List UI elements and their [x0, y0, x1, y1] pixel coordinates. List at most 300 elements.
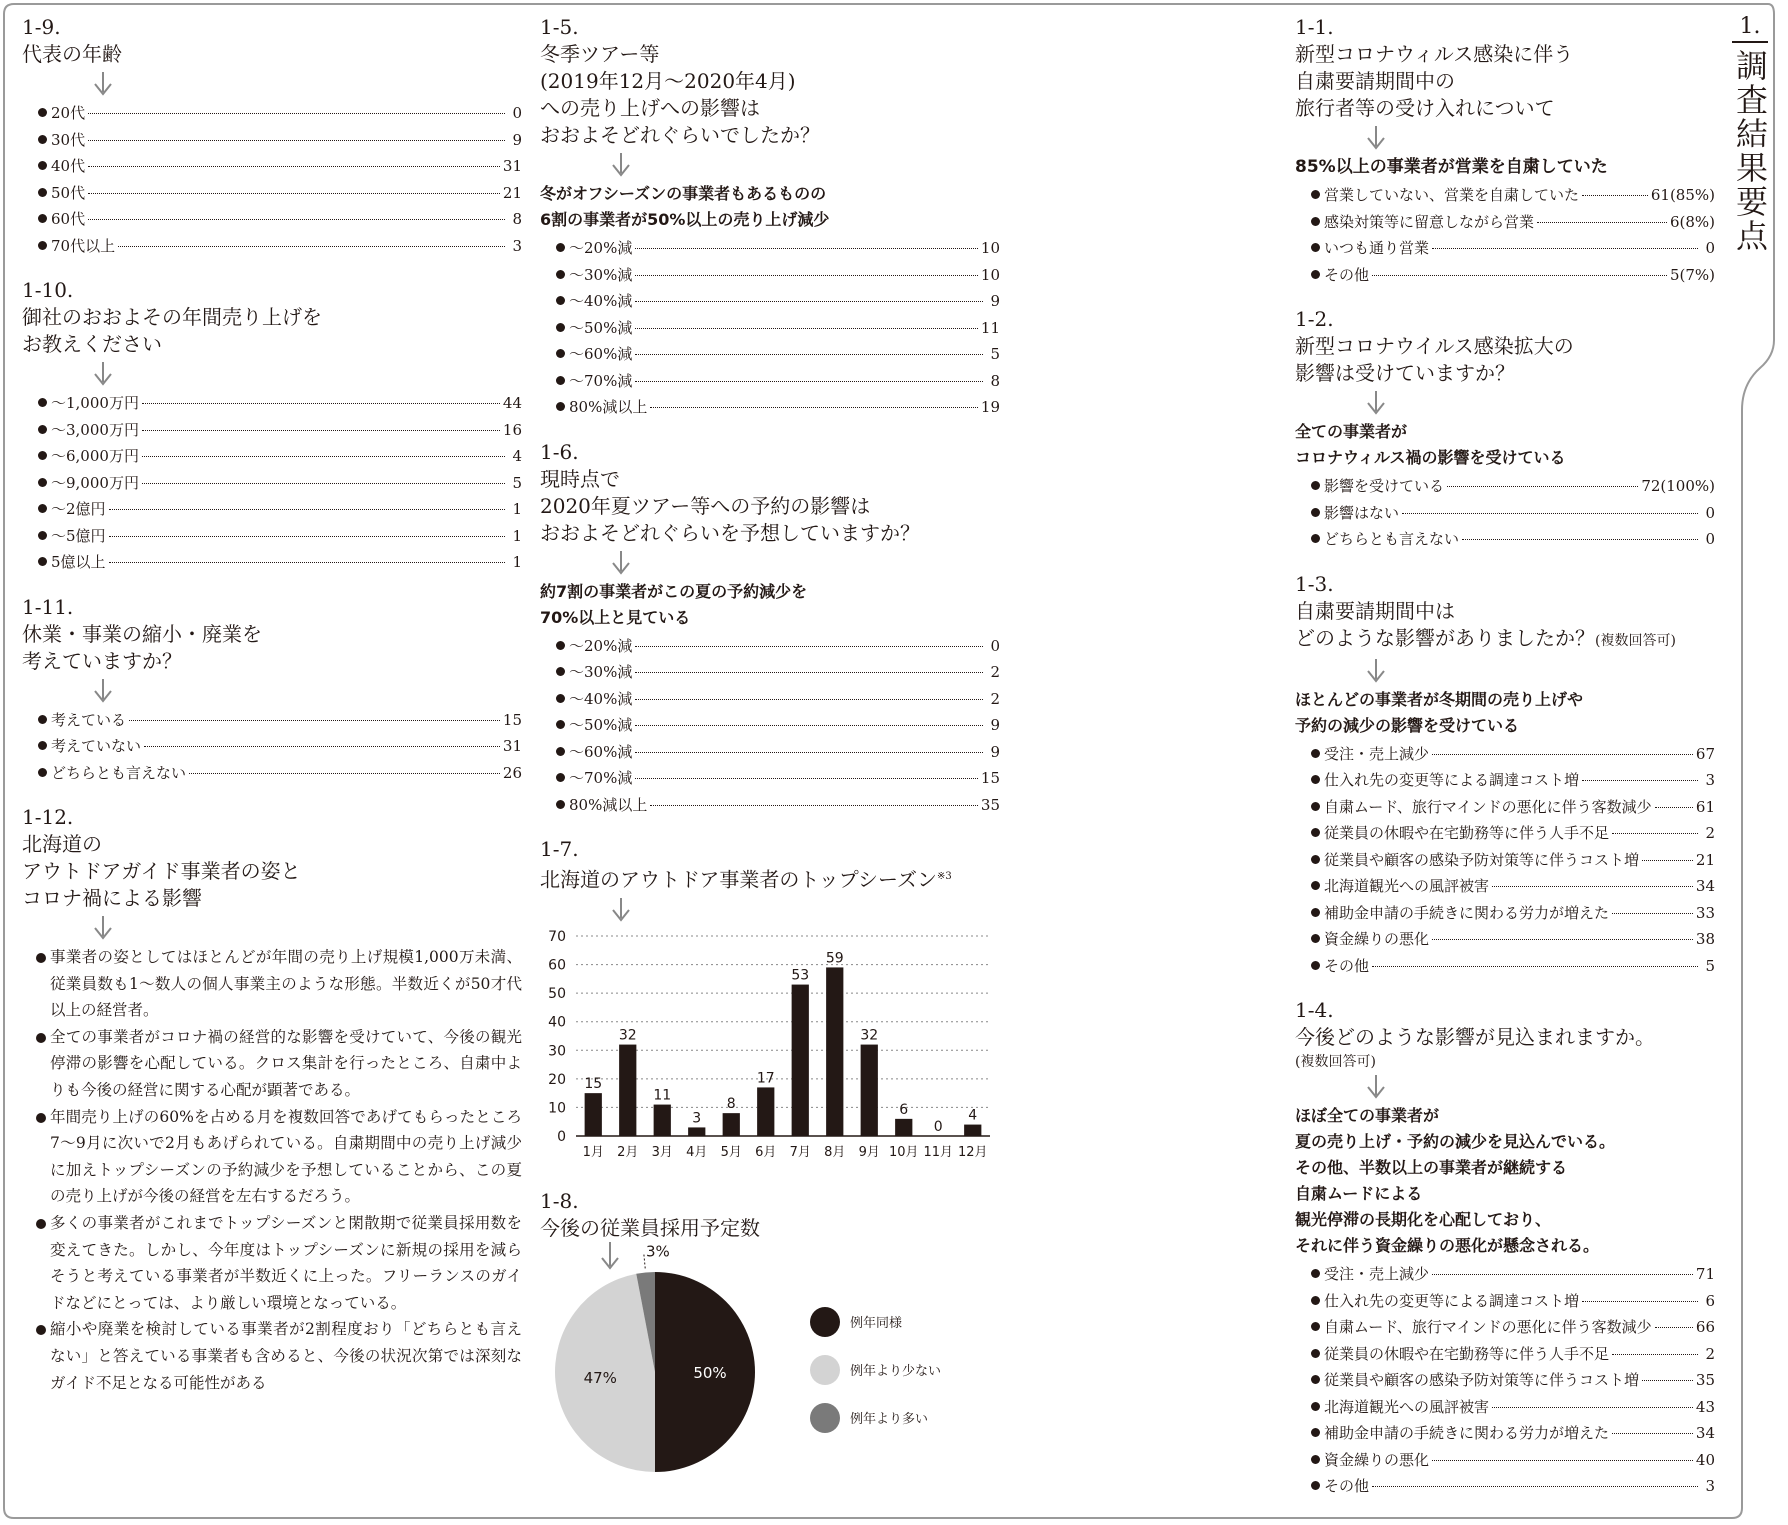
answer-item	[1311, 1261, 1715, 1288]
dotted-leader	[109, 562, 505, 563]
bullet-icon	[36, 1325, 46, 1335]
section-1-1	[1295, 14, 1715, 288]
bar	[826, 967, 843, 1136]
answer-value: 10	[980, 239, 1000, 257]
bullet-icon	[38, 478, 47, 487]
answer-label: 〜40%減	[569, 689, 633, 708]
bullet-icon	[1311, 855, 1320, 864]
answer-item	[38, 470, 522, 497]
section-1-8	[540, 1188, 1000, 1496]
question-number: 1-8.	[540, 1188, 579, 1213]
answer-value: 1	[512, 526, 522, 545]
answer-value: 9	[512, 130, 522, 149]
answer-label: 〜30%減	[569, 663, 633, 681]
top-season-bar-chart	[540, 926, 1000, 1166]
data-label: 59	[825, 950, 844, 967]
section-1-5	[540, 14, 1000, 421]
dotted-leader	[129, 720, 500, 721]
answer-label: 〜9,000万円	[51, 473, 139, 492]
answer-item	[556, 368, 1000, 395]
question-number: 1-10.	[22, 278, 74, 302]
bullet-icon	[38, 135, 47, 144]
dotted-leader	[635, 646, 983, 647]
x-tick-label: 2月	[617, 1144, 639, 1160]
arrow-down-icon	[92, 679, 114, 703]
answer-label: 〜3,000万円	[51, 420, 139, 439]
answer-label: 従業員や顧客の感染予防対策等に伴うコスト増	[1324, 850, 1640, 869]
question-text: 今後の従業員採用予定数	[540, 1215, 760, 1240]
bullet-icon	[38, 557, 47, 566]
answer-value: 0	[1705, 530, 1715, 548]
dotted-leader	[1432, 1274, 1693, 1275]
answer-value: 21	[502, 183, 522, 202]
bar	[619, 1044, 636, 1135]
answer-label: 〜30%減	[569, 265, 633, 284]
answer-value: 1	[512, 500, 522, 518]
answer-item	[38, 549, 522, 576]
answer-item	[38, 100, 522, 127]
question-text: 冬季ツアー等 (2019年12月〜2020年4月) への売り上げへの影響は おおよそどれぐらいでしたか？	[540, 42, 820, 147]
data-label: 50%	[693, 1363, 727, 1382]
answer-value: 0	[990, 636, 1000, 655]
bar	[792, 984, 809, 1135]
answer-label: 80%減以上	[569, 398, 648, 416]
answer-item	[556, 712, 1000, 739]
dotted-leader	[635, 381, 983, 382]
bullet-icon	[36, 1219, 46, 1229]
answer-item	[1311, 820, 1715, 847]
bullet-icon	[38, 241, 47, 250]
x-tick-label: 9月	[858, 1144, 880, 1160]
answer-label: 〜70%減	[569, 769, 633, 787]
answer-item	[38, 127, 522, 154]
bullet-icon	[1311, 1375, 1320, 1384]
answer-item	[1311, 1367, 1715, 1394]
answer-value: 71	[1695, 1265, 1715, 1283]
answer-label: 補助金申請の手続きに関わる労力が増えた	[1324, 1424, 1610, 1442]
answer-label: 〜70%減	[569, 371, 633, 390]
dotted-leader	[635, 778, 978, 779]
summary-paragraph	[22, 1024, 522, 1104]
dotted-leader	[1462, 539, 1698, 540]
bullet-icon	[1311, 508, 1320, 517]
x-tick-label: 8月	[824, 1144, 846, 1160]
answer-label: 資金繰りの悪化	[1324, 1450, 1430, 1469]
answer-label: 5億以上	[51, 553, 106, 571]
answer-label: 考えている	[51, 710, 127, 729]
answer-value: 8	[512, 210, 522, 228]
dotted-leader	[1612, 833, 1698, 834]
question-number: 1-1.	[1295, 15, 1334, 39]
dotted-leader	[88, 219, 505, 220]
answer-label: 〜20%減	[569, 636, 633, 655]
answer-item	[556, 262, 1000, 289]
answer-item	[38, 180, 522, 207]
section-1-7	[540, 836, 1000, 1170]
answer-item	[1311, 526, 1715, 553]
answer-item	[556, 659, 1000, 686]
dotted-leader	[1655, 807, 1693, 808]
bullet-icon	[38, 425, 47, 434]
dotted-leader	[1432, 1460, 1693, 1461]
bullet-icon	[556, 270, 565, 279]
answer-value: 44	[502, 394, 522, 412]
bullet-icon	[36, 1033, 46, 1043]
answer-value: 2	[990, 663, 1000, 681]
bullet-icon	[36, 1113, 46, 1123]
question-text: 御社のおおよその年間売り上げを お教えください	[22, 305, 322, 356]
answer-item	[1311, 1314, 1715, 1341]
arrow-down-icon	[602, 1242, 618, 1268]
answer-list	[1295, 1261, 1715, 1500]
section-1-12	[22, 804, 522, 1396]
legend-label: 例年同様	[850, 1315, 903, 1331]
dotted-leader	[88, 166, 500, 167]
bullet-icon	[556, 747, 565, 756]
bullet-icon	[556, 349, 565, 358]
x-tick-label: 10月	[888, 1144, 919, 1160]
question-number: 1-7.	[540, 837, 579, 861]
answer-label: 従業員の休暇や在宅勤務等に伴う人手不足	[1324, 1344, 1610, 1363]
question-text-main: 自粛要請期間中は どのような影響がありましたか？	[1295, 598, 1595, 650]
answer-value: 31	[502, 157, 522, 175]
middle-column	[540, 14, 1000, 1514]
answer-label: 従業員の休暇や在宅勤務等に伴う人手不足	[1324, 824, 1610, 842]
bar	[861, 1044, 878, 1135]
bullet-icon	[556, 243, 565, 252]
bullet-icon	[1311, 802, 1320, 811]
answer-value: 10	[980, 265, 1000, 284]
answer-label: 資金繰りの悪化	[1324, 930, 1430, 948]
question-number: 1-2.	[1295, 307, 1334, 331]
answer-item	[556, 341, 1000, 368]
arrow-down-icon	[1365, 126, 1387, 150]
answer-list	[540, 235, 1000, 421]
answer-label: 受注・売上減少	[1324, 744, 1430, 763]
answer-label: 仕入れ先の変更等による調達コスト増	[1324, 771, 1580, 789]
answer-label: どちらとも言えない	[51, 763, 187, 782]
section-1-11	[22, 594, 522, 787]
answer-label: 〜60%減	[569, 742, 633, 761]
dotted-leader	[88, 140, 505, 141]
x-tick-label: 6月	[755, 1144, 777, 1160]
dotted-leader	[1612, 1433, 1693, 1434]
answer-item	[1311, 473, 1715, 500]
answer-label: 〜2億円	[51, 500, 106, 518]
answer-value: 40	[1695, 1450, 1715, 1469]
bullet-icon	[38, 715, 47, 724]
answer-item	[1311, 767, 1715, 794]
bullet-icon	[1311, 190, 1320, 199]
bullet-icon	[1311, 775, 1320, 784]
answer-value: 34	[1695, 1424, 1715, 1442]
dotted-leader	[635, 301, 983, 302]
answer-value: 0	[1705, 503, 1715, 522]
bar	[964, 1124, 981, 1135]
y-tick-label: 60	[548, 957, 566, 974]
answer-label: 影響はない	[1324, 503, 1400, 522]
bar	[585, 1093, 602, 1136]
bar	[688, 1127, 705, 1136]
answer-item	[1311, 1288, 1715, 1315]
data-label: 32	[860, 1027, 879, 1044]
answer-value: 1	[512, 553, 522, 571]
data-label: 6	[899, 1101, 909, 1118]
bullet-icon	[1311, 828, 1320, 837]
question-text-main: 北海道のアウトドア事業者のトップシーズン	[540, 867, 937, 892]
answer-value: 15	[502, 710, 522, 729]
section-number: 1.	[1732, 14, 1768, 43]
data-label: 3%	[645, 1242, 670, 1261]
bullet-icon	[38, 161, 47, 170]
answer-value: 43	[1695, 1397, 1715, 1416]
dotted-leader	[1432, 754, 1693, 755]
data-label: 32	[618, 1027, 637, 1044]
answer-item	[1311, 741, 1715, 768]
answer-item	[1311, 1447, 1715, 1474]
section-1-4	[1295, 997, 1715, 1500]
arrow-down-icon	[1365, 1075, 1387, 1099]
question-number: 1-6.	[540, 439, 579, 464]
answer-value: 21	[1695, 850, 1715, 869]
answer-list	[1295, 473, 1715, 553]
answer-value: 26	[502, 763, 522, 782]
arrow-down-icon	[92, 72, 114, 96]
dotted-leader	[1432, 248, 1698, 249]
arrow-down-icon	[92, 362, 114, 386]
answer-list	[22, 707, 522, 787]
question-text: 北海道の アウトドアガイド事業者の姿と コロナ禍による影響	[22, 832, 301, 910]
y-tick-label: 70	[548, 928, 566, 945]
answer-value: 11	[980, 318, 1000, 337]
dotted-leader	[1432, 939, 1693, 940]
bullet-icon	[1311, 908, 1320, 917]
data-label: 53	[791, 967, 810, 984]
bullet-icon	[1311, 961, 1320, 970]
arrow-down-icon	[610, 551, 632, 575]
result-headline: 冬がオフシーズンの事業者もあるものの 6割の事業者が50%以上の売り上げ減少	[540, 184, 830, 229]
answer-list	[22, 390, 522, 576]
dotted-leader	[142, 403, 500, 404]
answer-label: 20代	[51, 104, 86, 122]
bullet-icon	[1311, 1349, 1320, 1358]
answer-item	[38, 707, 522, 734]
legend-swatch	[810, 1355, 840, 1385]
answer-item	[1311, 1420, 1715, 1447]
summary-paragraph	[22, 1104, 522, 1210]
answer-list	[540, 633, 1000, 819]
dotted-leader	[1537, 222, 1667, 223]
answer-label: 感染対策等に留意しながら営業	[1324, 212, 1535, 231]
answer-label: その他	[1324, 1477, 1370, 1495]
dotted-leader	[1582, 1301, 1698, 1302]
answer-value: 3	[1705, 771, 1715, 789]
answer-value: 61	[1695, 797, 1715, 816]
answer-item	[38, 760, 522, 787]
answer-item	[38, 523, 522, 550]
answer-item	[1311, 926, 1715, 953]
data-label: 3	[692, 1110, 702, 1127]
answer-list	[22, 100, 522, 259]
section-title: 調査結果要点	[1731, 49, 1769, 253]
x-tick-label: 5月	[720, 1144, 742, 1160]
paragraph-text: 全ての事業者がコロナ禍の経営的な影響を受けていて、今後の観光停滞の影響を心配している。クロス集計を行ったところ、自粛中よりも今後の経営に関する心配が顕著である。	[50, 1027, 522, 1099]
bullet-icon	[1311, 934, 1320, 943]
question-number: 1-4.	[1295, 998, 1334, 1022]
x-tick-label: 3月	[651, 1144, 673, 1160]
question-text: 今後どのような影響が見込まれますか。	[1295, 1025, 1655, 1049]
section-1-3	[1295, 571, 1715, 980]
answer-label: 50代	[51, 183, 86, 202]
legend-swatch	[810, 1403, 840, 1433]
bar	[654, 1104, 671, 1135]
question-text: 新型コロナウイルス感染拡大の 影響は受けていますか？	[1295, 334, 1574, 385]
question-number: 1-11.	[22, 594, 74, 619]
x-tick-label: 1月	[582, 1144, 604, 1160]
bullet-icon	[1311, 1296, 1320, 1305]
dotted-leader	[1582, 195, 1648, 196]
question-text	[540, 863, 1000, 894]
answer-value: 0	[1705, 239, 1715, 257]
answer-item	[1311, 500, 1715, 527]
bar	[895, 1119, 912, 1136]
x-tick-label: 11月	[923, 1144, 954, 1160]
y-tick-label: 10	[548, 1100, 566, 1117]
bullet-icon	[38, 504, 47, 513]
answer-value: 3	[512, 236, 522, 255]
answer-item	[1311, 209, 1715, 236]
legend-swatch	[810, 1307, 840, 1337]
answer-value: 6(8%)	[1669, 212, 1715, 231]
answer-label: 従業員や顧客の感染予防対策等に伴うコスト増	[1324, 1371, 1640, 1389]
answer-label: 70代以上	[51, 236, 116, 255]
bullet-icon	[1311, 1481, 1320, 1490]
question-text: 代表の年齢	[22, 42, 122, 66]
answer-value: 34	[1695, 877, 1715, 895]
dotted-leader	[1612, 913, 1693, 914]
dotted-leader	[1447, 486, 1638, 487]
bullet-icon	[38, 214, 47, 223]
bullet-icon	[38, 531, 47, 540]
dotted-leader	[650, 407, 978, 408]
bullet-icon	[36, 953, 46, 963]
answer-value: 67	[1695, 744, 1715, 763]
bullet-icon	[1311, 481, 1320, 490]
answer-label: どちらとも言えない	[1324, 530, 1460, 548]
dotted-leader	[109, 536, 505, 537]
answer-value: 33	[1695, 903, 1715, 922]
bullet-icon	[38, 398, 47, 407]
dotted-leader	[88, 193, 500, 194]
answer-item	[38, 206, 522, 233]
answer-label: 自粛ムード、旅行マインドの悪化に伴う客数減少	[1324, 797, 1652, 816]
answer-item	[556, 792, 1000, 819]
answer-label: その他	[1324, 265, 1370, 284]
legend-label: 例年より少ない	[850, 1363, 942, 1379]
bullet-icon	[1311, 881, 1320, 890]
y-tick-label: 30	[548, 1042, 566, 1059]
dotted-leader	[1612, 1354, 1698, 1355]
data-label: 47%	[583, 1368, 617, 1387]
answer-item	[1311, 873, 1715, 900]
answer-label: 〜50%減	[569, 716, 633, 734]
arrow-down-icon	[1365, 391, 1387, 415]
answer-item	[556, 739, 1000, 766]
answer-label: 30代	[51, 130, 86, 149]
bullet-icon	[556, 800, 565, 809]
arrow-down-icon	[92, 916, 114, 940]
x-tick-label: 4月	[686, 1144, 708, 1160]
answer-label: 〜60%減	[569, 345, 633, 363]
section-1-2	[1295, 306, 1715, 553]
answer-label: その他	[1324, 956, 1370, 975]
dotted-leader	[635, 752, 983, 753]
answer-value: 72(100%)	[1641, 477, 1715, 495]
section-tab	[1720, 14, 1780, 253]
bullet-icon	[38, 451, 47, 460]
answer-item	[1311, 182, 1715, 209]
legend-label: 例年より多い	[850, 1411, 929, 1427]
hiring-plan-pie-chart	[540, 1242, 1000, 1492]
answer-value: 4	[512, 447, 522, 465]
bullet-icon	[1311, 1455, 1320, 1464]
answer-item	[1311, 235, 1715, 262]
dotted-leader	[1372, 966, 1698, 967]
dotted-leader	[635, 248, 978, 249]
answer-label: 北海道観光への風評被害	[1324, 877, 1490, 895]
question-number: 1-5.	[540, 15, 579, 39]
answer-value: 3	[1705, 1477, 1715, 1495]
section-1-9	[22, 14, 522, 259]
bullet-icon	[1311, 1402, 1320, 1411]
dotted-leader	[1655, 1327, 1693, 1328]
answer-label: 60代	[51, 210, 86, 228]
bar	[757, 1087, 774, 1136]
answer-value: 0	[512, 104, 522, 122]
answer-label: 受注・売上減少	[1324, 1265, 1430, 1283]
dotted-leader	[142, 483, 505, 484]
data-label: 8	[726, 1095, 736, 1112]
data-label: 11	[653, 1087, 672, 1104]
answer-item	[1311, 262, 1715, 289]
answer-value: 2	[1705, 1344, 1715, 1363]
summary-paragraph	[22, 1210, 522, 1316]
answer-item	[556, 765, 1000, 792]
dotted-leader	[1372, 1486, 1698, 1487]
answer-value: 66	[1695, 1318, 1715, 1336]
dotted-leader	[635, 699, 983, 700]
bullet-icon	[1311, 534, 1320, 543]
bullet-icon	[556, 694, 565, 703]
data-label: 15	[584, 1075, 603, 1092]
answer-value: 2	[990, 689, 1000, 708]
multiple-answer-note: (複数回答可)	[1295, 1054, 1376, 1070]
bullet-icon	[1311, 1269, 1320, 1278]
data-label: 17	[756, 1070, 775, 1087]
answer-label: 〜1,000万円	[51, 394, 139, 412]
bullet-icon	[556, 323, 565, 332]
dotted-leader	[189, 773, 500, 774]
answer-label: いつも通り営業	[1324, 239, 1430, 257]
question-text: 現時点で 2020年夏ツアー等への予約の影響は おおよそどれぐらいを予想していますか？	[540, 466, 920, 545]
answer-item	[38, 733, 522, 760]
arrow-down-icon	[610, 153, 632, 177]
answer-value: 5(7%)	[1669, 265, 1715, 284]
answer-label: 仕入れ先の変更等による調達コスト増	[1324, 1291, 1580, 1310]
answer-item	[38, 390, 522, 417]
answer-value: 9	[990, 716, 1000, 734]
answer-value: 31	[502, 737, 522, 755]
